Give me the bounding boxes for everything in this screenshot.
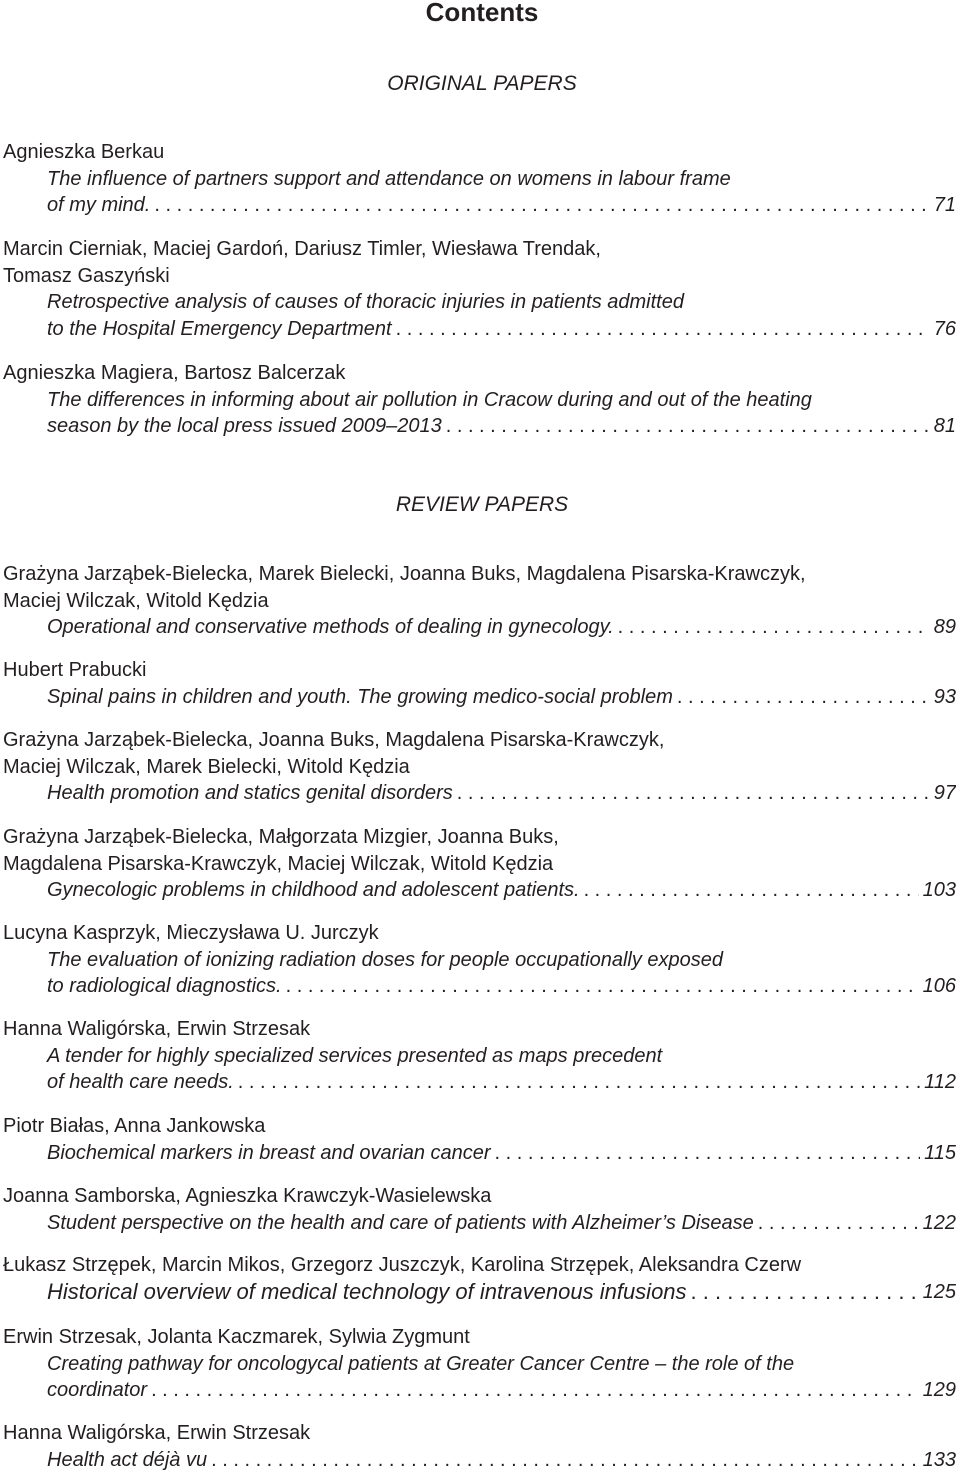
toc-entry[interactable] <box>3 360 956 440</box>
entry-title-leader-line <box>3 1140 956 1167</box>
entry-title-leader-line <box>3 780 956 807</box>
toc-entry[interactable] <box>3 1324 956 1404</box>
entry-page-number: 89 <box>933 616 956 638</box>
dot-leader <box>584 877 919 904</box>
entry-title-end: to radiological diagnostics. <box>47 975 282 997</box>
entry-page-number: 129 <box>922 1379 956 1401</box>
dot-leader <box>446 413 930 440</box>
toc-entry[interactable] <box>3 1113 956 1166</box>
dot-leader <box>396 316 930 343</box>
dot-leader <box>286 973 919 1000</box>
entry-title-leader-line <box>3 1210 956 1237</box>
entry-title-leader-line <box>3 614 956 641</box>
entry-authors: Grażyna Jarząbek-Bielecka, Joanna Buks, Magdalena Pisarska-Krawczyk, Maciej Wilczak, Marek Bielecki, Witold Kędzia <box>3 729 665 778</box>
section-heading-review: REVIEW PAPERS <box>395 493 569 516</box>
toc-entry[interactable] <box>3 1183 956 1236</box>
dot-leader <box>618 614 930 641</box>
entry-title-leader-line <box>3 877 956 904</box>
entry-authors: Lucyna Kasprzyk, Mieczysława U. Jurczyk <box>3 922 379 944</box>
entry-title-end: Health promotion and statics genital disorders <box>47 782 453 804</box>
dot-leader <box>211 1447 919 1473</box>
entry-page-number: 115 <box>924 1141 956 1164</box>
entry-title-leader-line <box>3 192 956 219</box>
entry-page-number: 71 <box>933 194 956 216</box>
entry-title-end: season by the local press issued 2009–2013 <box>47 415 442 437</box>
entry-authors: Erwin Strzesak, Jolanta Kaczmarek, Sylwia Zygmunt <box>3 1326 470 1348</box>
entry-page-number: 133 <box>922 1448 956 1471</box>
dot-leader <box>238 1069 920 1096</box>
entry-page-number: 106 <box>922 975 956 997</box>
entry-title-leader-line <box>3 316 956 343</box>
entry-authors: Piotr Białas, Anna Jankowska <box>3 1115 266 1137</box>
entry-title-leader-line <box>3 413 956 440</box>
entry-authors: Hanna Waligórska, Erwin Strzesak <box>3 1018 311 1040</box>
entry-title-leader-line <box>3 1069 956 1096</box>
entry-title-end: Biochemical markers in breast and ovarian cancer <box>47 1141 491 1164</box>
entry-title-end: of my mind. <box>47 194 151 216</box>
toc-entry[interactable] <box>3 824 956 904</box>
entry-authors: Agnieszka Berkau <box>3 141 165 163</box>
entry-authors: Agnieszka Magiera, Bartosz Balcerzak <box>3 362 346 384</box>
entry-authors: Hanna Waligórska, Erwin Strzesak <box>3 1422 311 1444</box>
entry-title-end: Operational and conservative methods of dealing in gynecology. <box>47 616 614 638</box>
toc-entry[interactable] <box>3 1252 956 1305</box>
toc-entry[interactable] <box>3 1420 956 1473</box>
entry-title-end: coordinator <box>47 1379 148 1401</box>
entry-authors: Hubert Prabucki <box>3 659 147 681</box>
entry-title-leader-line <box>3 973 956 1000</box>
entry-title-end: Historical overview of medical technology of intravenous infusions <box>47 1278 687 1304</box>
entry-page-number: 103 <box>922 879 956 901</box>
entry-title: A tender for highly specialized services presented as maps precedent <box>47 1044 663 1067</box>
dot-leader <box>151 1377 919 1404</box>
toc-entry[interactable] <box>3 1016 956 1096</box>
entry-authors: Joanna Samborska, Agnieszka Krawczyk-Wasielewska <box>3 1185 492 1207</box>
dot-leader <box>154 192 929 219</box>
entry-page-number: 93 <box>933 685 956 708</box>
toc-entry[interactable] <box>3 657 956 710</box>
entry-title-end: to the Hospital Emergency Department <box>47 317 392 340</box>
entry-title-end: Spinal pains in children and youth. The growing medico-social problem <box>47 685 673 708</box>
entry-authors: Marcin Cierniak, Maciej Gardoń, Dariusz Timler, Wiesława Trendak, Tomasz Gaszyński <box>3 238 601 287</box>
entry-title-end: Student perspective on the health and care of patients with Alzheimer’s Disease <box>47 1211 754 1234</box>
entry-page-number: 81 <box>933 415 956 437</box>
entry-title-end: of health care needs. <box>47 1071 234 1093</box>
toc-entry[interactable] <box>3 727 956 807</box>
entry-title: The influence of partners support and attendance on womens in labour frame <box>47 167 731 190</box>
entry-page-number: 112 <box>924 1071 956 1093</box>
entry-authors: Łukasz Strzępek, Marcin Mikos, Grzegorz Juszczyk, Karolina Strzępek, Aleksandra Czerw <box>3 1254 802 1276</box>
entry-title-end: Health act déjà vu <box>47 1448 208 1471</box>
entry-authors: Grażyna Jarząbek-Bielecka, Marek Bielecki, Joanna Buks, Magdalena Pisarska-Krawczyk, Maciej Wilczak, Witold Kędzia <box>3 563 806 612</box>
dot-leader <box>691 1279 919 1306</box>
entry-title: The differences in informing about air pollution in Cracow during and out of the heating <box>47 388 812 411</box>
entry-title-leader-line <box>3 1377 956 1404</box>
entry-title-leader-line <box>3 1447 956 1473</box>
toc-entry[interactable] <box>3 920 956 1000</box>
entry-page-number: 125 <box>922 1280 956 1303</box>
entry-title: The evaluation of ionizing radiation doses for people occupationally exposed <box>47 948 724 971</box>
entry-title-leader-line <box>3 684 956 711</box>
entry-page-number: 76 <box>933 317 956 340</box>
dot-leader <box>495 1140 921 1167</box>
section-heading-original: ORIGINAL PAPERS <box>387 72 577 95</box>
entry-page-number: 97 <box>933 782 956 804</box>
entry-page-number: 122 <box>922 1211 956 1234</box>
toc-entry[interactable] <box>3 561 956 641</box>
dot-leader <box>677 684 930 711</box>
toc-entry[interactable] <box>3 236 956 342</box>
entry-title: Retrospective analysis of causes of thoracic injuries in patients admitted <box>47 291 684 313</box>
dot-leader <box>457 780 930 807</box>
entry-authors: Grażyna Jarząbek-Bielecka, Małgorzata Mizgier, Joanna Buks, Magdalena Pisarska-Krawczyk, Maciej Wilczak, Witold Kędzia <box>3 826 559 875</box>
entry-title-leader-line <box>3 1279 956 1306</box>
page-title: Contents <box>425 0 539 27</box>
entry-title-end: Gynecologic problems in childhood and adolescent patients. <box>47 879 580 901</box>
entry-title: Creating pathway for oncologycal patients at Greater Cancer Centre – the role of the <box>47 1352 795 1375</box>
toc-entry[interactable] <box>3 139 956 219</box>
dot-leader <box>758 1210 919 1237</box>
